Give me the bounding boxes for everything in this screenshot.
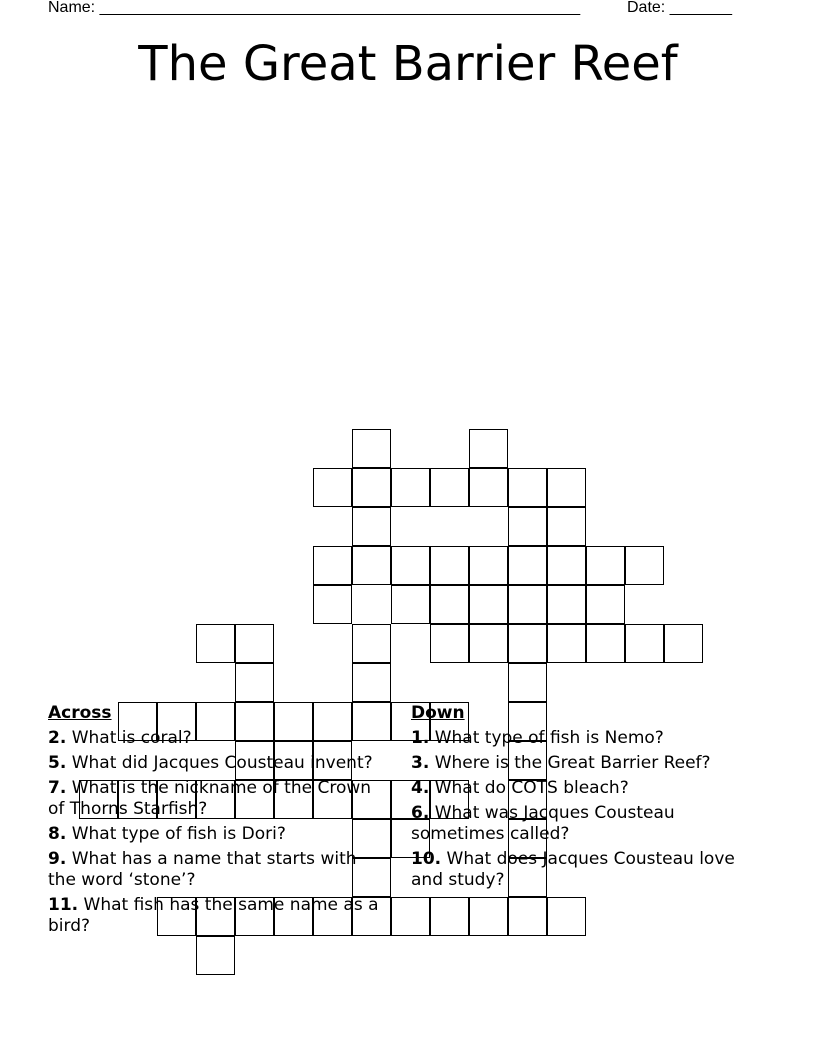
crossword-cell[interactable] bbox=[547, 507, 586, 546]
date-field[interactable]: Date: _______ bbox=[627, 0, 732, 16]
crossword-cell[interactable] bbox=[508, 585, 547, 624]
across-heading: Across bbox=[48, 703, 112, 723]
clue-text: What has a name that starts with the word ‘stone’? bbox=[48, 849, 357, 890]
clue-text: What is coral? bbox=[71, 728, 192, 748]
clue-number: 9. bbox=[48, 849, 67, 869]
clue-text: What was Jacques Cousteau sometimes called? bbox=[411, 803, 675, 844]
down-clue bbox=[411, 849, 751, 891]
across-clue bbox=[48, 728, 388, 749]
crossword-cell[interactable] bbox=[586, 624, 625, 663]
clue-text: What do COTS bleach? bbox=[434, 778, 629, 798]
down-clue bbox=[411, 778, 751, 799]
down-clue bbox=[411, 803, 751, 845]
crossword-cell[interactable] bbox=[508, 546, 547, 585]
clue-text: What does Jacques Cousteau love and study? bbox=[411, 849, 735, 890]
crossword-cell[interactable] bbox=[586, 546, 625, 585]
crossword-cell[interactable] bbox=[352, 663, 391, 702]
crossword-cell[interactable] bbox=[469, 468, 508, 507]
crossword-cell[interactable] bbox=[469, 585, 508, 624]
clue-number: 1. bbox=[411, 728, 430, 748]
crossword-cell[interactable] bbox=[508, 624, 547, 663]
clue-text: What is the nickname of the Crown of Thorns Starfish? bbox=[48, 778, 372, 819]
crossword-cell[interactable] bbox=[469, 897, 508, 936]
crossword-cell[interactable] bbox=[547, 585, 586, 624]
crossword-cell[interactable] bbox=[508, 897, 547, 936]
crossword-cell[interactable] bbox=[664, 624, 703, 663]
crossword-cell[interactable] bbox=[430, 468, 469, 507]
clue-text: Where is the Great Barrier Reef? bbox=[434, 753, 711, 773]
crossword-cell[interactable] bbox=[391, 897, 430, 936]
across-clue bbox=[48, 753, 388, 774]
crossword-cell[interactable] bbox=[313, 546, 352, 585]
crossword-cell[interactable] bbox=[547, 546, 586, 585]
across-clue bbox=[48, 849, 388, 891]
down-clue bbox=[411, 753, 751, 774]
crossword-cell[interactable] bbox=[235, 624, 274, 663]
clue-number: 2. bbox=[48, 728, 67, 748]
crossword-cell[interactable] bbox=[430, 624, 469, 663]
name-field[interactable]: Name: ______________________________________________________ bbox=[48, 0, 581, 16]
clue-number: 10. bbox=[411, 849, 442, 869]
crossword-cell[interactable] bbox=[352, 546, 391, 585]
down-heading: Down bbox=[411, 703, 465, 723]
across-clue bbox=[48, 895, 388, 937]
crossword-cell[interactable] bbox=[391, 468, 430, 507]
crossword-cell[interactable] bbox=[352, 429, 391, 468]
crossword-cell[interactable] bbox=[196, 624, 235, 663]
crossword-cell[interactable] bbox=[625, 624, 664, 663]
crossword-cell[interactable] bbox=[547, 468, 586, 507]
crossword-cell[interactable] bbox=[430, 546, 469, 585]
crossword-cell[interactable] bbox=[508, 468, 547, 507]
crossword-cell[interactable] bbox=[313, 585, 352, 624]
crossword-cell[interactable] bbox=[586, 585, 625, 624]
crossword-cell[interactable] bbox=[196, 936, 235, 975]
crossword-cell[interactable] bbox=[469, 429, 508, 468]
crossword-cell[interactable] bbox=[391, 546, 430, 585]
crossword-cell[interactable] bbox=[547, 624, 586, 663]
clue-number: 4. bbox=[411, 778, 430, 798]
across-clue bbox=[48, 824, 388, 845]
across-clue bbox=[48, 778, 388, 820]
clue-number: 8. bbox=[48, 824, 67, 844]
crossword-cell[interactable] bbox=[235, 663, 274, 702]
crossword-cell[interactable] bbox=[469, 624, 508, 663]
crossword-cell[interactable] bbox=[547, 897, 586, 936]
down-clue bbox=[411, 728, 751, 749]
clue-number: 5. bbox=[48, 753, 67, 773]
crossword-cell[interactable] bbox=[430, 897, 469, 936]
crossword-cell[interactable] bbox=[508, 507, 547, 546]
crossword-cell[interactable] bbox=[313, 468, 352, 507]
crossword-cell[interactable] bbox=[469, 546, 508, 585]
clue-text: What type of fish is Dori? bbox=[71, 824, 286, 844]
clue-text: What did Jacques Cousteau invent? bbox=[71, 753, 373, 773]
crossword-cell[interactable] bbox=[352, 624, 391, 663]
clue-text: What fish has the same name as a bird? bbox=[48, 895, 379, 936]
clue-number: 11. bbox=[48, 895, 79, 915]
crossword-cell[interactable] bbox=[508, 663, 547, 702]
clue-number: 3. bbox=[411, 753, 430, 773]
clue-text: What type of fish is Nemo? bbox=[434, 728, 664, 748]
page-title: The Great Barrier Reef bbox=[138, 36, 678, 92]
crossword-cell[interactable] bbox=[625, 546, 664, 585]
across-clues bbox=[48, 703, 388, 941]
crossword-cell[interactable] bbox=[430, 585, 469, 624]
down-clues bbox=[411, 703, 751, 895]
crossword-cell[interactable] bbox=[391, 585, 430, 624]
crossword-cell[interactable] bbox=[352, 468, 391, 507]
clue-number: 6. bbox=[411, 803, 430, 823]
crossword-cell[interactable] bbox=[352, 507, 391, 546]
clue-number: 7. bbox=[48, 778, 67, 798]
